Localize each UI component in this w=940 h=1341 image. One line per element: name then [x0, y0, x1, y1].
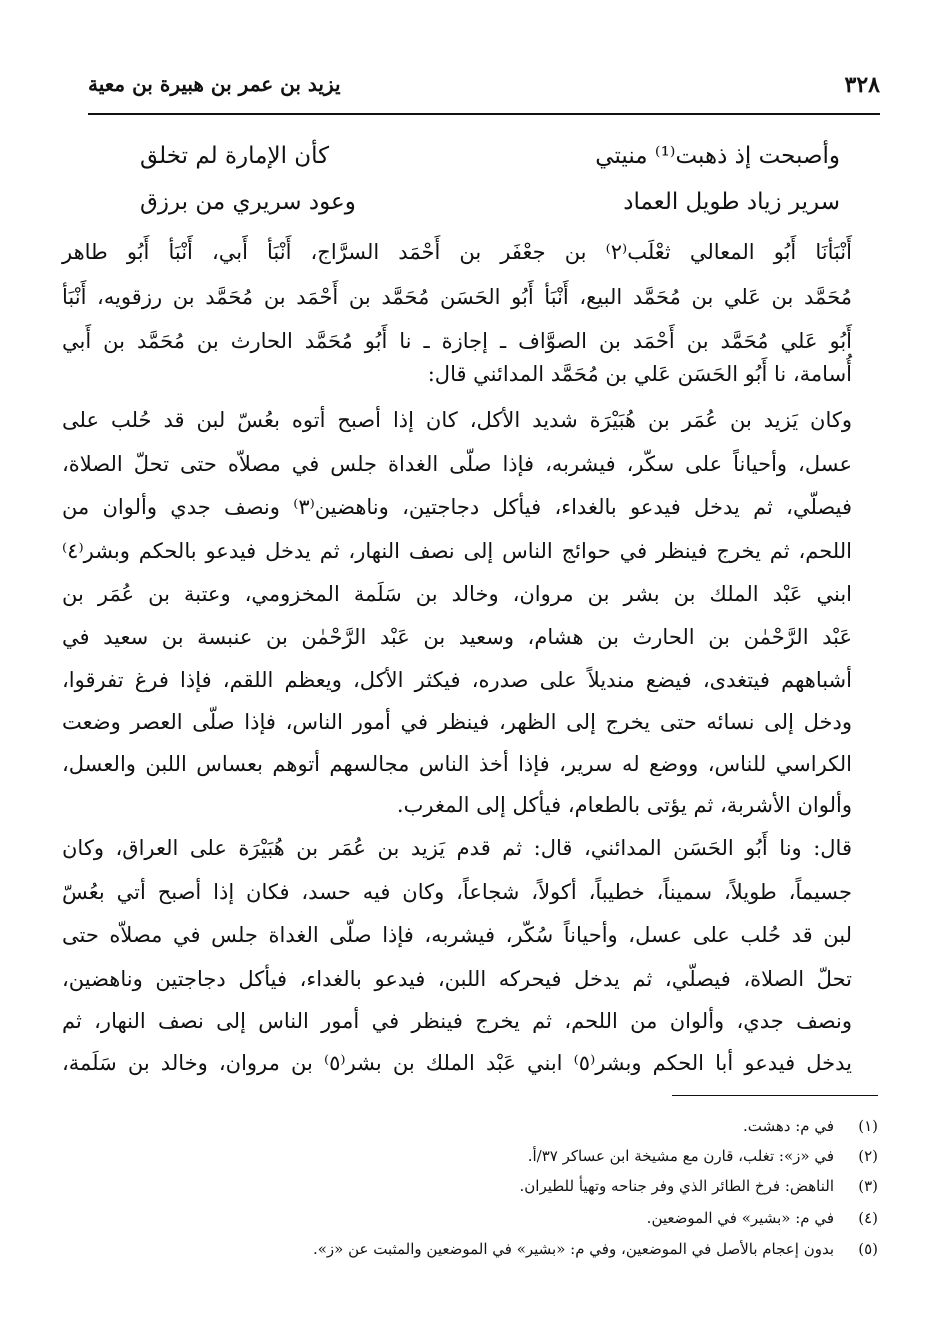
text-line: ودخل إلى نسائه حتى يخرج إلى الظهر، فينظر في أمور الناس، فإذا صلّى العصر وضعت: [62, 710, 852, 734]
header-rule: [88, 113, 880, 115]
text-line: يدخل فيدعو أبا الحكم وبشر⁽٥⁾ ابني عَبْد الملك بن بشر⁽٥⁾ بن مروان، وخالد بن سَلَمة،: [62, 1051, 852, 1075]
footnote-text: في «ز»: تغلب، قارن مع مشيخة ابن عساكر ٣٧/أ.: [527, 1147, 834, 1165]
text-line: أشباههم فيتغدى، فيضع منديلاً على صدره، فيكثر الأكل، ويعظم اللقم، فإذا فرغ تفرقوا،: [62, 668, 852, 692]
text-line: فيصلّي، ثم يدخل فيدعو بالغداء، فيأكل دجاجتين، وناهضين⁽٣⁾ ونصف جدي وألوان من: [62, 495, 853, 519]
footnote: [58, 1235, 878, 1263]
text-line: تحلّ الصلاة، فيصلّي، ثم يدخل فيحركه اللبن، فيدعو بالغداء، فيأكل دجاجتين وناهضين،: [62, 967, 852, 991]
poem-verse: [140, 189, 840, 229]
text-line: اللحم، ثم يخرج فينظر في حوائج الناس إلى نصف النهار، ثم يدخل فيدعو بالحكم وبشر⁽٤⁾: [62, 539, 852, 563]
text-line: وكان يَزيد بن عُمَر بن هُبَيْرَة شديد الأكل، كان إذا أصبح أتوه بعُسّ لبن قد حُلب على: [62, 408, 852, 432]
footnote: [58, 1142, 878, 1170]
footnote-number: (٢): [858, 1147, 878, 1165]
text-line: عَبْد الرَّحْمٰن بن الحارث بن هشام، وسعيد بن عَبْد الرَّحْمٰن بن عنبسة بن سعيد في: [62, 625, 852, 649]
page-number: ٣٢٨: [844, 72, 880, 98]
text-line: ابني عَبْد الملك بن بشر بن مروان، وخالد بن سَلَمة المخزومي، وعتبة بن عُمَر بن: [62, 582, 852, 606]
footnote-text: بدون إعجام بالأصل في الموضعين، وفي م: «بشير» في الموضعين والمثبت عن «ز».: [312, 1240, 834, 1258]
text-line: لبن قد حُلب على عسل، وأحياناً سُكّر، فيشربه، فإذا صلّى الغداة جلس في مصلاّه حتى: [62, 923, 852, 947]
verse-first-hemistich: سرير زياد طويل العماد: [623, 189, 840, 215]
text-line: مُحَمَّد بن عَلي بن مُحَمَّد البيع، أَنْبَأ أَبُو الحَسَن مُحَمَّد بن أَحْمَد بن مُحَمَّد بن رزقويه، أَنْبَأ: [62, 285, 852, 309]
footnote-number: (٣): [858, 1177, 878, 1195]
text-line: أُسامة، نا أَبُو الحَسَن عَلي بن مُحَمَّد المدائني قال:: [427, 362, 852, 386]
text-line: الكراسي للناس، ووضع له سرير، فإذا أخذ الناس مجالسهم أتوهم بعساس اللبن والعسل،: [62, 752, 852, 776]
verse-first-hemistich: وأصبحت إذ ذهبت⁽¹⁾ منيتي: [595, 143, 840, 169]
footnote-text: الناهض: فرخ الطائر الذي وفر جناحه وتهيأ للطيران.: [519, 1177, 834, 1195]
footnote-number: (١): [858, 1117, 878, 1135]
text-line: جسيماً، طويلاً، سميناً، خطيباً، أكولاً، شجاعاً، وكان فيه حسد، فكان إذا أصبح أتي بعُسّ: [62, 880, 852, 904]
text-line: أَبُو عَلي مُحَمَّد بن أَحْمَد بن الصوَّاف ـ إجازة ـ نا أَبُو مُحَمَّد الحارث بن مُحَمَّد بن أَبي: [62, 329, 852, 353]
text-line: ونصف جدي، وألوان من اللحم، ثم يخرج فينظر في أمور الناس إلى نصف النهار، ثم: [62, 1009, 852, 1033]
footnote-rule: [672, 1095, 878, 1096]
running-title: يزيد بن عمر بن هبيرة بن معية: [88, 72, 341, 96]
footnote: [58, 1172, 878, 1200]
text-line: وألوان الأشربة، ثم يؤتى بالطعام، فيأكل إلى المغرب.: [396, 793, 852, 817]
verse-second-hemistich: وعود سريري من برزق: [140, 189, 356, 215]
poem-verse: [140, 143, 840, 183]
verse-second-hemistich: كأن الإمارة لم تخلق: [140, 143, 330, 169]
text-line: عسل، وأحياناً على سكّر، فيشربه، فإذا صلّى الغداة جلس في مصلاّه حتى تحلّ الصلاة،: [62, 452, 852, 476]
footnote-number: (٥): [858, 1240, 878, 1258]
footnote-text: في م: «بشير» في الموضعين.: [646, 1209, 834, 1227]
text-line: أَنْبَأنَا أَبُو المعالي ثعْلَب⁽٢⁾ بن جعْفَر بن أَحْمَد السرَّاج، أَنْبَأ أَبي، أَنْبَأ أَبُو طاهر: [62, 240, 852, 264]
footnote-number: (٤): [858, 1209, 878, 1227]
footnote: [58, 1204, 878, 1232]
footnote: [58, 1112, 878, 1140]
footnote-text: في م: دهشت.: [742, 1117, 834, 1135]
page-header: [88, 72, 880, 102]
text-line: قال: ونا أَبُو الحَسَن المدائني، قال: ثم قدم يَزيد بن عُمَر بن هُبَيْرَة على العراق، وكان: [62, 836, 852, 860]
